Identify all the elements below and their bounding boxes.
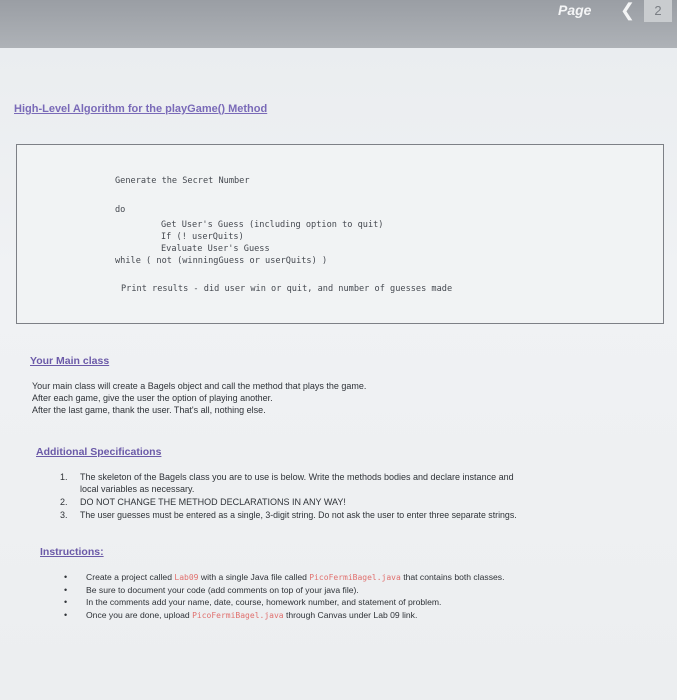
list-item: The skeleton of the Bagels class you are to use is below. Write the methods bodies and declare instance and [80, 472, 514, 482]
chevron-left-icon[interactable]: ❮ [620, 0, 636, 20]
list-number: 3. [60, 510, 68, 520]
bullet: • [64, 572, 68, 582]
code-line: Evaluate User's Guess [161, 244, 270, 254]
code-line: Print results - did user win or quit, and number of guesses made [121, 284, 453, 294]
bullet: • [64, 610, 68, 620]
list-item: local variables as necessary. [80, 484, 195, 494]
algorithm-code-box [16, 144, 664, 324]
additional-specs-title: Additional Specifications [36, 446, 162, 458]
main-class-line: Your main class will create a Bagels object and call the method that plays the game. [32, 381, 367, 391]
list-number: 1. [60, 472, 68, 482]
page-number[interactable]: 2 [644, 0, 672, 22]
page-label: Page [558, 2, 592, 18]
code-line: Get User's Guess (including option to quit) [161, 220, 384, 230]
code-line: do [115, 205, 126, 215]
main-class-line: After the last game, thank the user. That's all, nothing else. [32, 405, 266, 415]
instruction-item: Be sure to document your code (add comments on top of your java file). [86, 585, 359, 595]
instruction-item: In the comments add your name, date, course, homework number, and statement of problem. [86, 597, 442, 607]
main-class-title: Your Main class [30, 355, 110, 367]
list-item: The user guesses must be entered as a single, 3-digit string. Do not ask the user to enter three separate strings. [80, 510, 517, 520]
instruction-item: Once you are done, upload PicoFermiBagel.java through Canvas under Lab 09 link. [86, 610, 418, 620]
list-item: DO NOT CHANGE THE METHOD DECLARATIONS IN ANY WAY! [80, 497, 346, 507]
instruction-item: Create a project called Lab09 with a single Java file called PicoFermiBagel.java that contains both classes. [86, 572, 505, 582]
instructions-title: Instructions: [40, 546, 104, 558]
code-line: If (! userQuits) [161, 232, 244, 242]
bullet: • [64, 585, 68, 595]
main-class-line: After each game, give the user the option of playing another. [32, 393, 273, 403]
code-line: Generate the Secret Number [115, 176, 250, 186]
list-number: 2. [60, 497, 68, 507]
viewer-toolbar [0, 0, 677, 48]
code-line: while ( not (winningGuess or userQuits) ) [115, 256, 328, 266]
algorithm-title: High-Level Algorithm for the playGame() Method [14, 103, 268, 115]
bullet: • [64, 597, 68, 607]
